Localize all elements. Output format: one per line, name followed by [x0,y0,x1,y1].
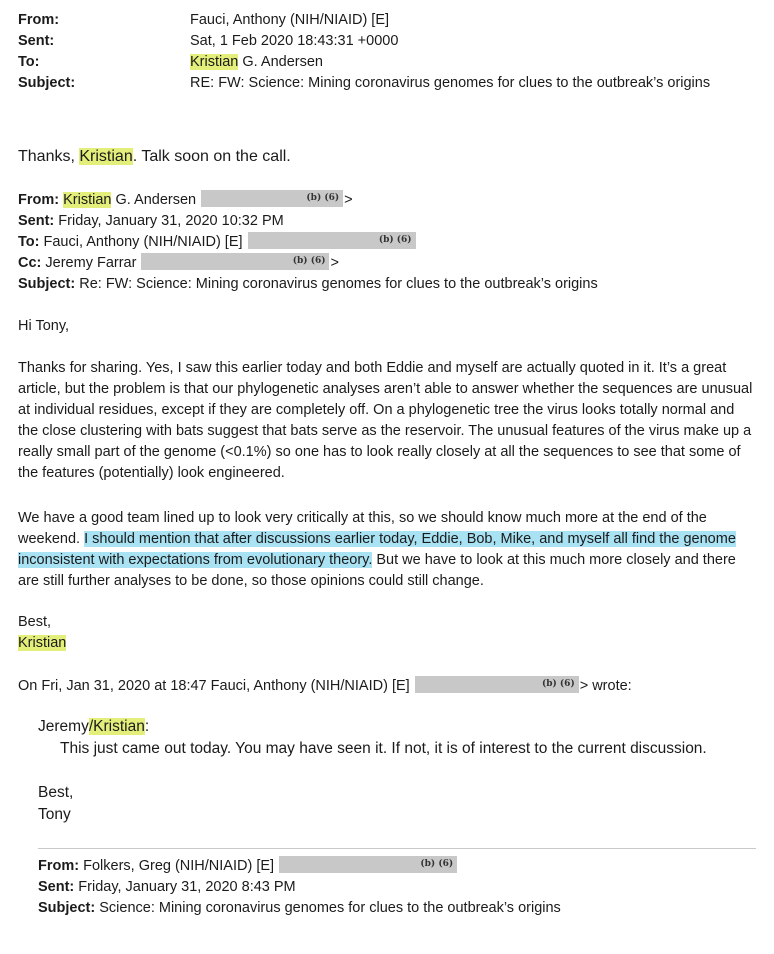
email3-sent-value: Friday, January 31, 2020 8:43 PM [78,879,296,895]
email2-subject-row [18,274,758,295]
email2-greeting: Hi Tony, [18,318,70,334]
email3-header [38,856,756,919]
email2-cc-gt: > [330,255,339,271]
header-to-name-highlight: Kristian [190,54,239,70]
email3-from-row [38,856,756,877]
reply-text-a: Thanks, [18,148,80,165]
email2-p2-highlight: I should mention that after discussions earlier today, Eddie, Bob, Mike, and myself all find the genome inconsistent with expectations from evolutionary theory. [18,531,736,568]
email2-to-value: Fauci, Anthony (NIH/NIAID) [E] [43,234,243,250]
redaction-code: (b) (6) [306,193,340,203]
email3-from-label: From: [38,858,80,874]
email3-subject-label: Subject: [38,900,96,916]
email3-subject-row [38,898,756,919]
redaction-box [279,856,457,873]
header-sent-row [18,31,710,52]
quoted-greeting [38,716,758,738]
reply-name-highlight: Kristian [79,148,133,165]
email3-from-value: Folkers, Greg (NIH/NIAID) [E] [83,858,275,874]
email3-sent-label: Sent: [38,879,75,895]
email3-subject-value: Science: Mining coronavirus genomes for clues to the outbreak’s origins [99,900,561,916]
redaction-code: (b) (6) [378,235,412,245]
redaction-code: (b) (6) [541,679,575,689]
header-subject-row [18,73,710,94]
redaction-box [415,676,579,693]
header-to-label: To: [18,54,40,70]
header-subject-label: Subject: [18,75,76,91]
email2-from-label: From: [18,192,60,208]
quoted-greet-b: : [144,718,150,735]
quoted-signoff: Best, [38,784,74,801]
email2-to-label: To: [18,234,40,250]
email2-p2-text-b: But we have to look at this much more closely and there are still further analyses to be done, so those opinions could still change. [18,552,736,589]
header-from-label: From: [18,12,60,28]
quoted-greet-highlight: /Kristian [88,718,145,735]
email2-p2-text-a: We have a good team lined up to look very critically at this, so we should know much more at the end of the weekend. [18,510,707,547]
email2-sent-row [18,211,758,232]
email2-cc-value: Jeremy Farrar [45,255,137,271]
email2-subject-label: Subject: [18,276,76,292]
email2-paragraph-2 [18,508,758,592]
email2-cc-row [18,253,758,274]
header-from-value: Fauci, Anthony (NIH/NIAID) [E] [190,12,390,28]
email2-from-name-rest: G. Andersen [111,192,197,208]
email2-sent-label: Sent: [18,213,55,229]
email2-sent-value: Friday, January 31, 2020 10:32 PM [58,213,284,229]
header-sent-value: Sat, 1 Feb 2020 18:43:31 +0000 [190,33,399,49]
email2-header [18,190,758,295]
email2-from-row [18,190,758,211]
email2-paragraph-1: Thanks for sharing. Yes, I saw this earlier today and both Eddie and myself are actually quoted in it. It’s a great article, but the problem is that our phylogenetic analyses aren’t able to answer whether the sequences are unusual at individual residues, except if they are completely off. On a phylogenetic tree the virus looks totally normal and the close clustering with bats suggest that bats serve as the reservoir. The unusual features of the virus make up a really small part of the genome (<0.1%) so one has to look really closely at all the sequences to see that some of the features (potentially) look engineered. [18,360,753,481]
quoted-body: This just came out today. You may have seen it. If not, it is of interest to the current discussion. [60,740,707,757]
email2-signature-name: Kristian [18,635,67,651]
redaction-code: (b) (6) [292,256,326,266]
header-subject-value: RE: FW: Science: Mining coronavirus genomes for clues to the outbreak’s origins [190,75,711,91]
quote-wrote-text: > wrote: [579,678,632,694]
header-from-row [18,10,710,31]
email3-sent-row [38,877,756,898]
email2-to-row [18,232,758,253]
quote-intro-text: On Fri, Jan 31, 2020 at 18:47 Fauci, Anthony (NIH/NIAID) [E] [18,678,410,694]
redaction-box [141,253,329,270]
redaction-box [201,190,343,207]
reply-body [18,146,758,168]
divider-line [38,848,756,849]
email2-subject-value: Re: FW: Science: Mining coronavirus genomes for clues to the outbreak’s origins [79,276,598,292]
reply-text-b: . Talk soon on the call. [132,148,291,165]
quote-intro-line [18,676,758,697]
header-sent-label: Sent: [18,33,55,49]
email2-from-name-highlight: Kristian [63,192,112,208]
header-to-row [18,52,710,73]
quoted-name: Tony [38,806,71,823]
redaction-code: (b) (6) [420,859,454,869]
email2-from-gt: > [344,192,353,208]
top-email-header [18,10,710,94]
redaction-box [248,232,416,249]
quoted-greet-a: Jeremy [38,718,89,735]
email2-signature [18,633,758,654]
email2-signoff: Best, [18,614,52,630]
header-to-name-rest: G. Andersen [238,54,323,70]
email2-cc-label: Cc: [18,255,42,271]
